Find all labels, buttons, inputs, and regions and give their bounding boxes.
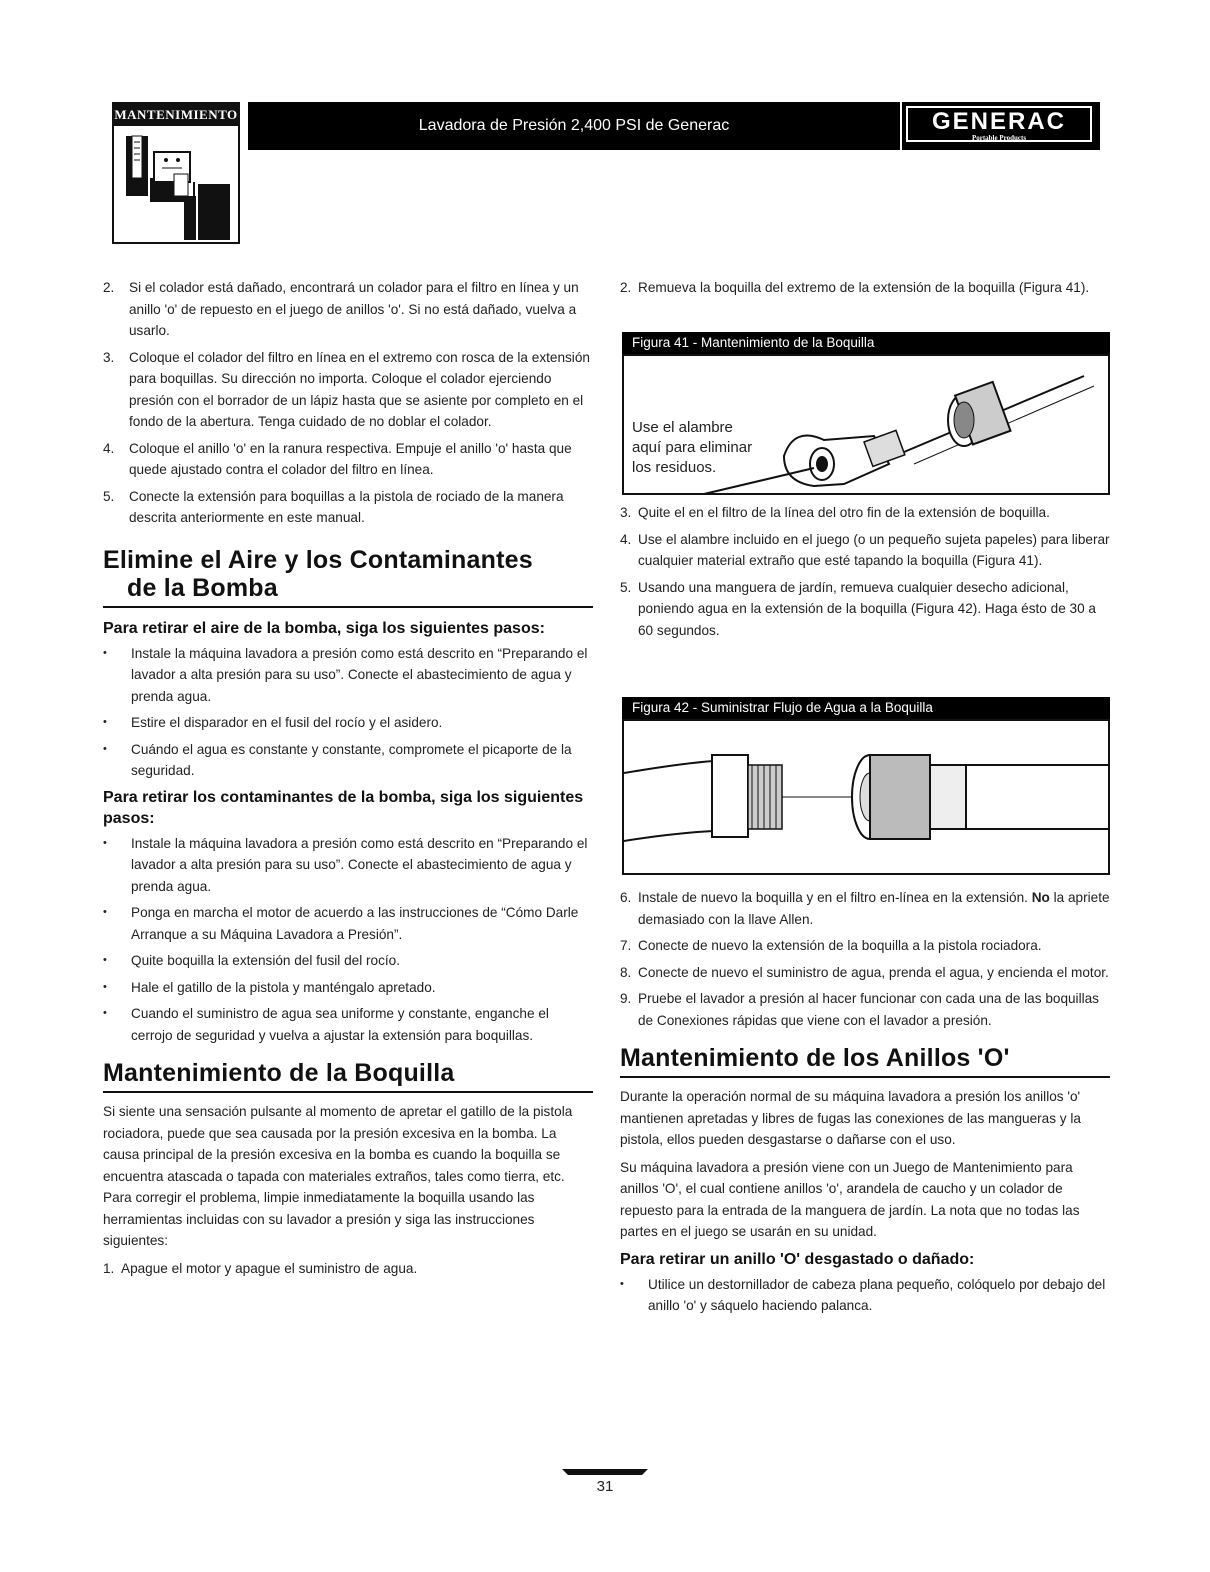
list-item: • Ponga en marcha el motor de acuerdo a las instrucciones de “Cómo Darle Arranque a su Máquina Lavadora a Presión”. (103, 902, 593, 945)
list-item: • Instale la máquina lavadora a presión como está descrito en “Preparando el lavador a alta presión para su uso”. Conecte el abastecimiento de agua y prenda agua. (103, 833, 593, 898)
list-item: 7. Conecte de nuevo la extensión de la boquilla a la pistola rociadora. (620, 938, 1042, 953)
figure-41-title: Figura 41 - Mantenimiento de la Boquilla (622, 332, 1110, 354)
o-rings-paragraph-2: Su máquina lavadora a presión viene con un Juego de Mantenimiento para anillos 'O', el cual contiene anillos 'o', arandela de caucho y un colador de repuesto para la entrada de la manguera de jardín. La nota que no todas las partes en el juego se usarán en su unidad. (620, 1159, 1080, 1239)
section-rule (103, 606, 593, 608)
list-item: • Hale el gatillo de la pistola y manténgalo apretado. (103, 977, 593, 999)
left-column (103, 277, 593, 1284)
section-rule (103, 1091, 593, 1093)
nozzle-steps (103, 1258, 593, 1280)
steps-list-right-b (620, 502, 1110, 641)
figure-42 (622, 697, 1110, 875)
page-number: 31 (596, 1478, 614, 1495)
right-column (620, 277, 1110, 304)
list-item: • Cuándo el agua es constante y constante, compromete el picaporte de la seguridad. (103, 739, 593, 782)
list-item: • Instale la máquina lavadora a presión como está descrito en “Preparando el lavador a alta presión para su uso”. Conecte el abastecimiento de agua y prenda agua. (103, 643, 593, 708)
list-item: • Cuando el suministro de agua sea uniforme y constante, enganche el cerrojo de seguridad y vuelva a ajustar la extensión para boquillas. (103, 1003, 593, 1046)
bullets-air (103, 643, 593, 782)
list-item: 6. Instale de nuevo la boquilla y en el filtro en-línea en la extensión. No la apriete demasiado con la llave Allen. (620, 890, 1110, 927)
steps-list-right-a (620, 277, 1110, 299)
list-item: 2. Si el colador está dañado, encontrará un colador para el filtro en línea y un anillo 'o' de repuesto en el juego de anillos 'o'. Si no está dañado, vuelva a usarlo. (103, 280, 579, 338)
list-item: 5. Usando una manguera de jardín, remueva cualquier desecho adicional, poniendo agua en la extensión de la boquilla (Figura 42). Haga ésto de 30 a 60 segundos. (620, 579, 1096, 638)
section-rule (620, 1076, 1110, 1078)
figure-41-label: Use el alambre aquí para eliminar los residuos. (632, 419, 753, 476)
list-item: 4. Use el alambre incluido en el juego (o un pequeño sujeta papeles) para liberar cualquier material extraño que esté tapando la boquilla (Figura 41). (620, 531, 1110, 568)
maintenance-section-icon (112, 102, 240, 244)
section-heading-nozzle: Mantenimiento de la Boquilla (103, 1059, 455, 1087)
list-item: 4. Coloque el anillo 'o' en la ranura respectiva. Empuje el anillo 'o' hasta que quede ajustado contra el colador del filtro en línea. (103, 440, 572, 477)
bullets-o-ring (620, 1274, 1110, 1317)
list-item: • Utilice un destornillador de cabeza plana pequeño, colóquelo por debajo del anillo 'o' y sáquelo haciendo palanca. (620, 1274, 1110, 1317)
list-item: 2. Remueva la boquilla del extremo de la extensión de la boquilla (Figura 41). (620, 280, 1090, 295)
list-item: 5. Conecte la extensión para boquillas a la pistola de rociado de la manera descrita anteriormente en este manual. (103, 488, 564, 525)
list-item: 3. Quite el en el filtro de la línea del otro fin de la extensión de boquilla. (620, 505, 1050, 520)
list-item: 1. Apague el motor y apague el suministro de agua. (103, 1260, 418, 1276)
steps-list-top (103, 277, 593, 529)
maintenance-icon (124, 130, 232, 240)
subheading-o-ring-removal: Para retirar un anillo 'O' desgastado o dañado: (620, 1250, 975, 1268)
right-column-mid (620, 502, 1110, 646)
section-heading-o-rings: Mantenimiento de los Anillos 'O' (620, 1044, 1010, 1072)
generac-logo (902, 102, 1100, 150)
water-flow-illustration (624, 721, 1108, 875)
o-rings-paragraph-1: Durante la operación normal de su máquina lavadora a presión los anillos 'o' mantienen apretadas y libres de fugas las conexiones de las mangueras y la pistola, ellos pueden desgastarse o dañarse con el uso. (620, 1089, 1081, 1147)
list-item: • Estire el disparador en el fusil del rocío y el asidero. (103, 712, 593, 734)
nozzle-paragraph: Si siente una sensación pulsante al momento de apretar el gatillo de la pistola rociadora, puede que sea causada por la presión excesiva en la bomba. La causa principal de la presión excesiva en la bomba es cuando la boquilla se encuentra atascada o tapada con materiales extraños, tales como tierra, etc. Para corregir el problema, limpie inmediatamente la boquilla usando las herramientas incluidas con su lavador a presión y siga las instrucciones siguientes: (103, 1104, 573, 1248)
page-number-bar (562, 1467, 648, 1477)
list-item: • Quite boquilla la extensión del fusil del rocío. (103, 950, 593, 972)
right-column-end (620, 887, 1110, 1322)
list-item: 3. Coloque el colador del filtro en línea en el extremo con rosca de la extensión para boquillas. Su dirección no importa. Coloque el colador ejerciendo presión con el borrador de un lápiz hasta que se asiente por completo en el fondo de la abertura. Tenga cuidado de no doblar el colador. (103, 349, 590, 429)
page-header-title: Lavadora de Presión 2,400 PSI de Generac (248, 102, 900, 150)
steps-list-right-c (620, 887, 1110, 1031)
section-tab-label: MANTENIMIENTO (114, 104, 238, 126)
figure-42-title: Figura 42 - Suministrar Flujo de Agua a la Boquilla (622, 697, 1110, 719)
figure-41 (622, 332, 1110, 495)
list-item: 9. Pruebe el lavador a presión al hacer funcionar con cada una de las boquillas de Conexiones rápidas que viene con el lavador a presión. (620, 991, 1099, 1028)
brand-subtitle: Portable Products (971, 134, 1027, 142)
list-item: 8. Conecte de nuevo el suministro de agua, prenda el agua, y encienda el motor. (620, 964, 1109, 980)
subheading-air: Para retirar el aire de la bomba, siga los siguientes pasos: (103, 619, 545, 637)
brand-name: GENERAC (931, 108, 1066, 135)
section-heading-air: Elimine el Aire y los Contaminantes de la Bomba (103, 545, 533, 602)
bullets-contaminants (103, 833, 593, 1047)
subheading-contaminants: Para retirar los contaminantes de la bomba, siga los siguientes pasos: (103, 788, 584, 827)
